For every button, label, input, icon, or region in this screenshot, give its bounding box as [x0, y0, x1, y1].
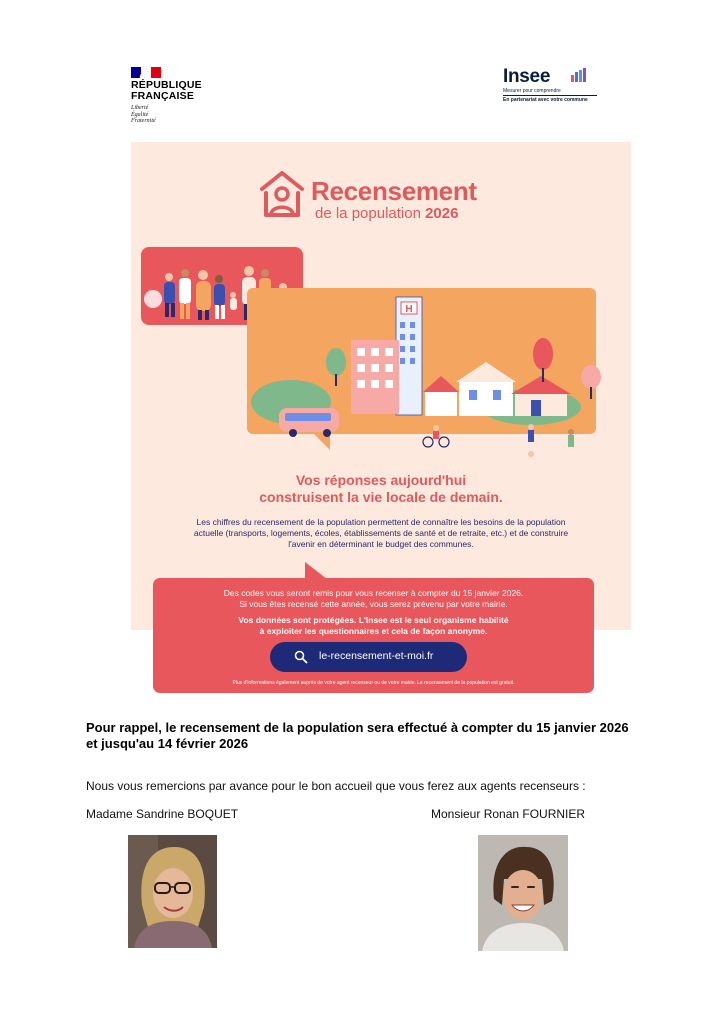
insee-name: Insee	[503, 66, 551, 87]
census-subtitle: de la population 2026	[315, 205, 459, 222]
info-footnote: Plus d'informations également auprès de votre agent recenseur ou de votre mairie. Le recensement de la population est gratuit.	[232, 680, 515, 686]
republique-francaise-logo	[131, 67, 241, 127]
search-icon	[294, 650, 308, 664]
insee-partnership: En partenariat avec votre commune	[503, 97, 588, 103]
agent-name: Monsieur Ronan FOURNIER	[431, 807, 586, 821]
house-person-icon	[258, 167, 306, 219]
marianne-flag-icon	[131, 67, 161, 78]
insee-tagline: Mesurer pour comprendre	[503, 88, 561, 94]
republique-title: RÉPUBLIQUE FRANÇAISE	[131, 79, 202, 102]
agent-name: Madame Sandrine BOQUET	[86, 807, 239, 821]
website-url: le-recensement-et-moi.fr	[319, 650, 434, 662]
city-illustration	[231, 282, 611, 467]
thanks-text: Nous vous remercions par avance pour le bon accueil que vous ferez aux agents recenseurs :	[86, 779, 586, 793]
republique-motto: Liberté Égalité Fraternité	[131, 105, 156, 124]
poster-body-text: Les chiffres du recensement de la population permettent de connaître les besoins de la population actuelle (transports, logements, écoles, établissements de santé et de retraite, etc.) et de construire l'avenir en déterminant le budget des communes.	[193, 517, 569, 549]
info-codes-text: Des codes vous seront remis pour vous recenser à compter du 15 janvier 2026. Si vous êtes recensé cette année, vous serez prévenu par votre mairie.	[223, 588, 524, 609]
insee-divider	[503, 95, 597, 96]
census-title: Recensement	[311, 176, 477, 206]
insee-bars-icon	[571, 68, 587, 82]
info-box	[153, 578, 594, 693]
poster-tagline: Vos réponses aujourd'hui construisent la vie locale de demain.	[259, 472, 503, 505]
agent-photo	[128, 835, 217, 948]
census-poster	[131, 142, 631, 630]
insee-logo	[503, 66, 603, 106]
website-search-button[interactable]	[270, 642, 467, 672]
svg-text:H: H	[405, 304, 413, 315]
info-bubble-tail	[305, 562, 327, 579]
info-protection-text: Vos données sont protégées. L'Insee est le seul organisme habilité à exploiter les questionnaires et cela de façon anonyme.	[238, 615, 509, 636]
agent-photo	[478, 835, 568, 951]
reminder-text: Pour rappel, le recensement de la population sera effectué à compter du 15 janvier 2026 et jusqu'au 14 février 2026	[86, 720, 629, 751]
